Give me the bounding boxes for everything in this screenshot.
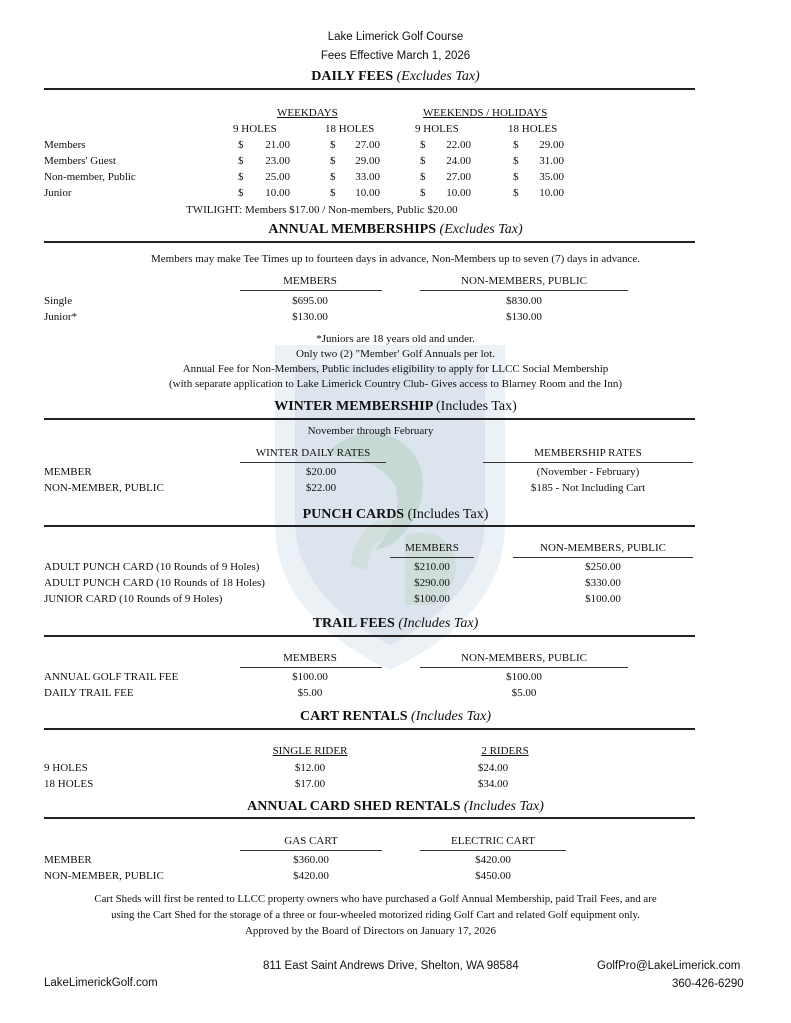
footnote: (with separate application to Lake Limerick Country Club- Gives access to Blarney Room and the Inn) — [168, 378, 622, 390]
divider — [44, 418, 695, 420]
currency: $ — [238, 139, 244, 151]
row-label: NON-MEMBER, PUBLIC — [44, 870, 164, 882]
row-label: 18 HOLES — [44, 778, 94, 790]
phone-number: 360-426-6290 — [672, 978, 744, 990]
col-electric-cart: ELECTRIC CART — [451, 835, 535, 847]
price: $830.00 — [506, 295, 542, 307]
price: $420.00 — [293, 870, 329, 882]
col-single-rider: SINGLE RIDER — [272, 745, 348, 757]
price: 29.00 — [355, 155, 380, 167]
header-underline — [240, 290, 382, 291]
currency: $ — [238, 171, 244, 183]
col-members: MEMBERS — [283, 652, 337, 664]
col-9-holes: 9 HOLES — [415, 123, 459, 135]
punch-title: PUNCH CARDS (Includes Tax) — [302, 507, 489, 522]
row-label: 9 HOLES — [44, 762, 88, 774]
currency: $ — [330, 187, 336, 199]
price: $12.00 — [294, 762, 326, 774]
effective-date: Fees Effective March 1, 2026 — [320, 50, 471, 62]
currency: $ — [513, 187, 519, 199]
trail-title: TRAIL FEES (Includes Tax) — [312, 616, 479, 631]
price: 27.00 — [355, 139, 380, 151]
row-label: Junior* — [44, 311, 77, 323]
row-label: ADULT PUNCH CARD (10 Rounds of 18 Holes) — [44, 577, 265, 589]
currency: $ — [420, 187, 426, 199]
weekends-header: WEEKENDS / HOLIDAYS — [423, 107, 548, 119]
divider — [44, 88, 695, 90]
col-gas-cart: GAS CART — [284, 835, 338, 847]
website-link[interactable]: LakeLimerickGolf.com — [44, 977, 158, 989]
shed-policy: Cart Sheds will first be rented to LLCC property owners who have purchased a Golf Annual Membership, paid Trail Fees, and are — [94, 893, 657, 905]
price: $130.00 — [506, 311, 542, 323]
price: $420.00 — [475, 854, 511, 866]
price: $290.00 — [414, 577, 450, 589]
address: 811 East Saint Andrews Drive, Shelton, WA 98584 — [263, 960, 519, 972]
price: 25.00 — [265, 171, 290, 183]
row-label: ANNUAL GOLF TRAIL FEE — [44, 671, 179, 683]
price: 27.00 — [446, 171, 471, 183]
price: $24.00 — [477, 762, 509, 774]
col-winter-daily: WINTER DAILY RATES — [255, 447, 371, 459]
header-underline — [390, 557, 474, 558]
winter-title: WINTER MEMBERSHIP (Includes Tax) — [274, 399, 517, 414]
rate-text: (November - February) — [536, 466, 640, 478]
price: $130.00 — [292, 311, 328, 323]
currency: $ — [238, 187, 244, 199]
currency: $ — [513, 139, 519, 151]
currency: $ — [420, 155, 426, 167]
board-approval: Approved by the Board of Directors on January 17, 2026 — [244, 925, 497, 937]
price: $17.00 — [294, 778, 326, 790]
twilight-rates: TWILIGHT: Members $17.00 / Non-members, Public $20.00 — [186, 204, 458, 216]
price: 23.00 — [265, 155, 290, 167]
header-underline — [240, 667, 382, 668]
row-label: MEMBER — [44, 466, 92, 478]
header-underline — [420, 290, 628, 291]
price: $100.00 — [585, 593, 621, 605]
header-underline — [420, 667, 628, 668]
price: 24.00 — [446, 155, 471, 167]
price: $100.00 — [292, 671, 328, 683]
price: $22.00 — [305, 482, 337, 494]
header-underline — [240, 462, 386, 463]
divider — [44, 635, 695, 637]
row-label: NON-MEMBER, PUBLIC — [44, 482, 164, 494]
course-name: Lake Limerick Golf Course — [327, 31, 464, 43]
email-link[interactable]: GolfPro@LakeLimerick.com — [597, 960, 741, 972]
price: 33.00 — [355, 171, 380, 183]
header-underline — [513, 557, 693, 558]
price: 29.00 — [539, 139, 564, 151]
price: $360.00 — [293, 854, 329, 866]
row-label: Members — [44, 139, 86, 151]
price: 35.00 — [539, 171, 564, 183]
divider — [44, 728, 695, 730]
currency: $ — [238, 155, 244, 167]
divider — [44, 241, 695, 243]
col-18-holes: 18 HOLES — [325, 123, 375, 135]
price: $250.00 — [585, 561, 621, 573]
row-label: JUNIOR CARD (10 Rounds of 9 Holes) — [44, 593, 223, 605]
currency: $ — [513, 155, 519, 167]
col-18-holes: 18 HOLES — [508, 123, 558, 135]
col-members: MEMBERS — [405, 542, 459, 554]
currency: $ — [513, 171, 519, 183]
price: $5.00 — [297, 687, 323, 699]
price: $210.00 — [414, 561, 450, 573]
col-non-members: NON-MEMBERS, PUBLIC — [461, 275, 587, 287]
price: 21.00 — [265, 139, 290, 151]
price: 10.00 — [355, 187, 380, 199]
winter-period: November through February — [307, 425, 434, 437]
footnote: Annual Fee for Non-Members, Public includes eligibility to apply for LLCC Social Membership — [182, 363, 609, 375]
annual-title: ANNUAL MEMBERSHIPS (Excludes Tax) — [268, 222, 523, 237]
price: 10.00 — [539, 187, 564, 199]
cart-title: CART RENTALS (Includes Tax) — [300, 709, 491, 724]
col-9-holes: 9 HOLES — [233, 123, 277, 135]
price: $695.00 — [292, 295, 328, 307]
price: 22.00 — [446, 139, 471, 151]
col-members: MEMBERS — [283, 275, 337, 287]
shed-policy: using the Cart Shed for the storage of a three or four-wheeled motorized riding Golf Cart and related Golf equipment only. — [111, 909, 640, 921]
price: $5.00 — [511, 687, 537, 699]
col-non-members: NON-MEMBERS, PUBLIC — [540, 542, 666, 554]
shed-title: ANNUAL CARD SHED RENTALS (Includes Tax) — [247, 799, 544, 814]
weekdays-header: WEEKDAYS — [277, 107, 338, 119]
currency: $ — [420, 171, 426, 183]
col-non-members: NON-MEMBERS, PUBLIC — [461, 652, 587, 664]
price: 10.00 — [446, 187, 471, 199]
row-label: ADULT PUNCH CARD (10 Rounds of 9 Holes) — [44, 561, 260, 573]
daily-fees-title: DAILY FEES (Excludes Tax) — [311, 69, 480, 84]
price: 31.00 — [539, 155, 564, 167]
price: $450.00 — [475, 870, 511, 882]
col-membership-rates: MEMBERSHIP RATES — [534, 447, 642, 459]
currency: $ — [330, 171, 336, 183]
divider — [44, 817, 695, 819]
price: 10.00 — [265, 187, 290, 199]
rate-text: $185 - Not Including Cart — [530, 482, 646, 494]
price: $330.00 — [585, 577, 621, 589]
price: $20.00 — [305, 466, 337, 478]
divider — [44, 525, 695, 527]
header-underline — [420, 850, 566, 851]
footnote: Only two (2) "Member' Golf Annuals per lot. — [296, 348, 495, 360]
col-two-riders: 2 RIDERS — [481, 745, 529, 757]
currency: $ — [330, 139, 336, 151]
price: $34.00 — [477, 778, 509, 790]
price: $100.00 — [414, 593, 450, 605]
row-label: Single — [44, 295, 73, 307]
row-label: Members' Guest — [44, 155, 116, 167]
row-label: DAILY TRAIL FEE — [44, 687, 134, 699]
price: $100.00 — [506, 671, 542, 683]
row-label: Non-member, Public — [44, 171, 136, 183]
header-underline — [240, 850, 382, 851]
tee-time-note: Members may make Tee Times up to fourteen days in advance, Non-Members up to seven (7) days in advance. — [150, 253, 640, 265]
currency: $ — [420, 139, 426, 151]
currency: $ — [330, 155, 336, 167]
row-label: Junior — [44, 187, 72, 199]
footnote: *Juniors are 18 years old and under. — [316, 333, 475, 345]
header-underline — [483, 462, 693, 463]
row-label: MEMBER — [44, 854, 92, 866]
